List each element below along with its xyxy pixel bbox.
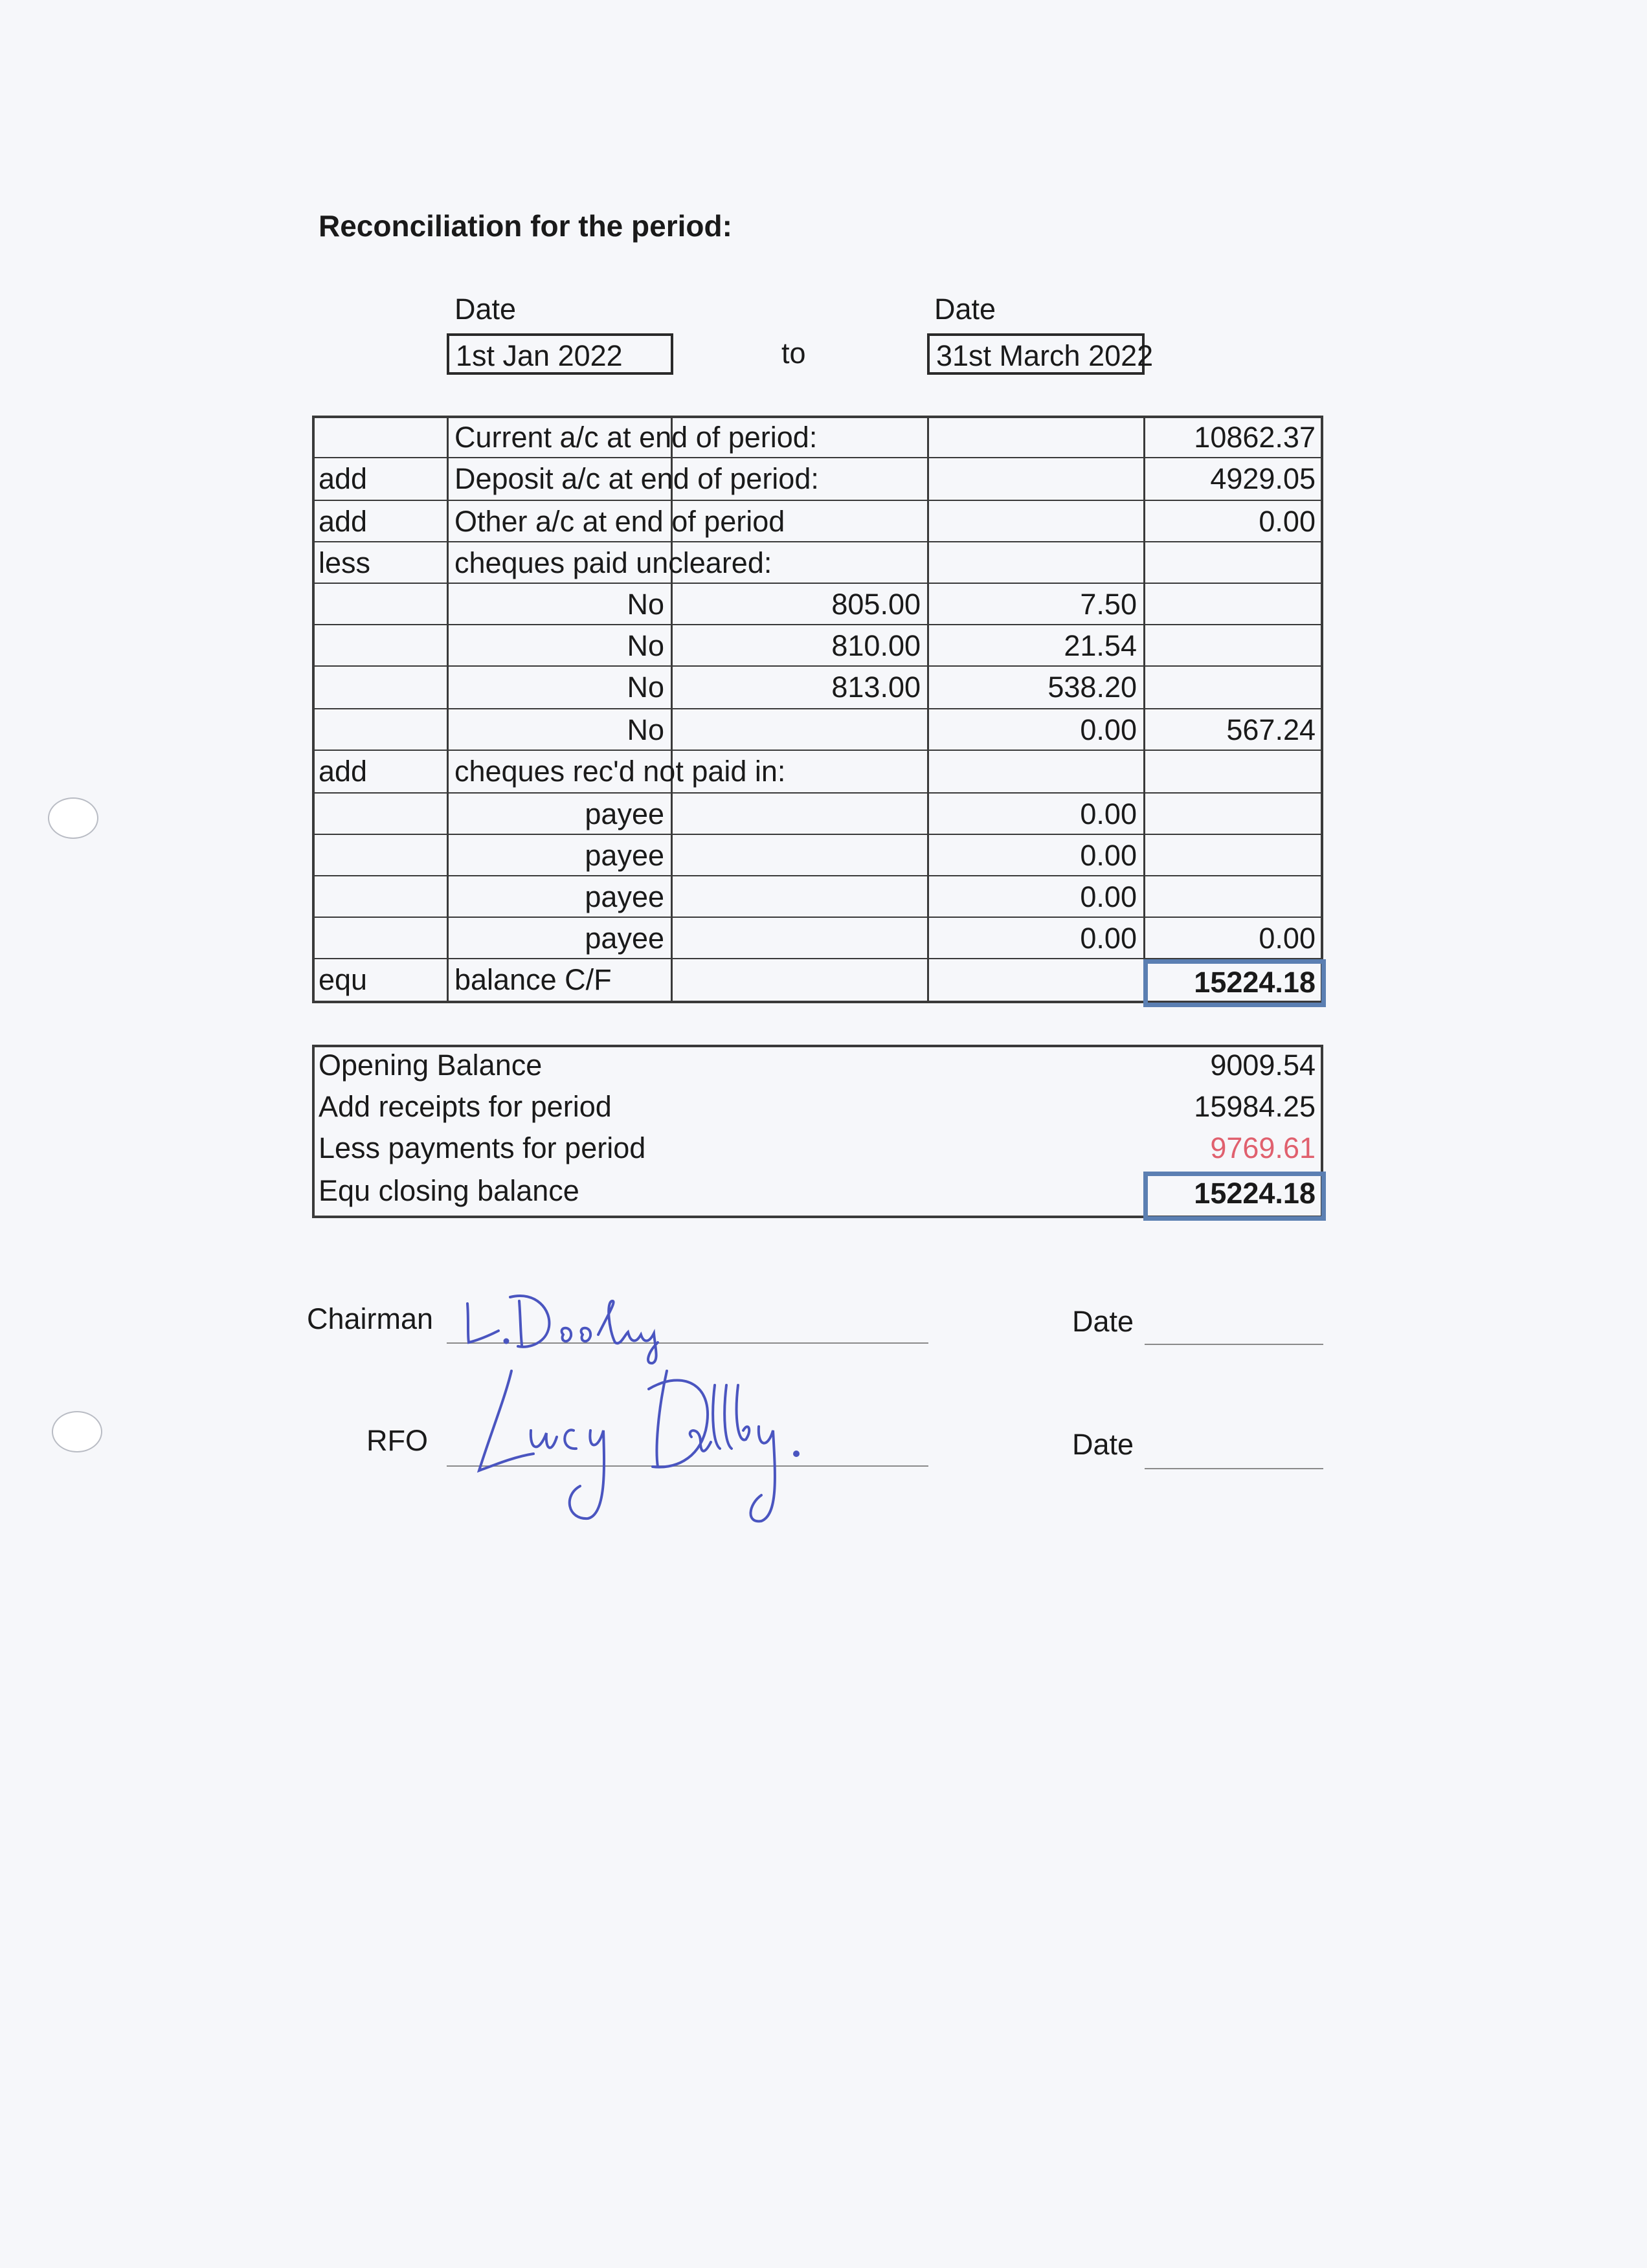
rfo-signature: [466, 1359, 829, 1553]
balance-cf-value: 15224.18: [1194, 966, 1316, 999]
chairman-signature: [453, 1275, 738, 1366]
table-rule: [312, 541, 1322, 542]
rfo-label: RFO: [366, 1424, 428, 1457]
table-rule: [312, 792, 1322, 794]
from-date-label: Date: [454, 293, 517, 326]
row-total: 567.24: [1226, 713, 1316, 746]
row-sub-label: payee: [585, 922, 664, 955]
summary-value: 9769.61: [1210, 1131, 1316, 1164]
rfo-date-line[interactable]: [1145, 1468, 1323, 1469]
summary-value: 9009.54: [1210, 1049, 1316, 1082]
to-date-label: Date: [934, 293, 996, 326]
to-word: to: [781, 337, 806, 370]
table-rule: [312, 834, 1322, 835]
row-sub-label: No: [627, 629, 664, 662]
table-rule: [312, 583, 1322, 584]
row-operator: add: [319, 462, 368, 495]
summary-label: Equ closing balance: [319, 1174, 579, 1207]
row-description: Current a/c at end of period:: [454, 421, 818, 454]
row-sub-label: No: [627, 671, 664, 704]
row-total: 4929.05: [1210, 462, 1316, 495]
summary-border-left: [312, 1045, 315, 1218]
row-total: 10862.37: [1194, 421, 1316, 454]
row-operator: add: [319, 505, 368, 538]
cheque-number: 813.00: [831, 671, 921, 704]
row-description: Other a/c at end of period: [454, 505, 785, 538]
cheque-number: 810.00: [831, 629, 921, 662]
balance-cf-highlight: [1143, 959, 1326, 1007]
row-total: 0.00: [1259, 505, 1316, 538]
row-description: cheques rec'd not paid in:: [454, 755, 786, 788]
row-sub-label: payee: [585, 797, 664, 830]
closing-balance-value: 15224.18: [1194, 1177, 1316, 1210]
rfo-signature-text: Lucy Dalby.: [466, 1359, 470, 1360]
table-column-rule: [1321, 416, 1323, 1003]
punch-hole-bottom: [52, 1411, 102, 1452]
row-sub-label: payee: [585, 839, 664, 872]
chairman-date-label: Date: [1072, 1305, 1134, 1338]
item-amount: 538.20: [1048, 671, 1137, 704]
table-rule: [312, 917, 1322, 918]
rfo-date-label: Date: [1072, 1428, 1134, 1461]
table-column-rule: [447, 416, 449, 1003]
chairman-date-line[interactable]: [1145, 1344, 1323, 1345]
row-sub-label: No: [627, 588, 664, 621]
to-date-value: 31st March 2022: [936, 339, 1154, 372]
item-amount: 21.54: [1064, 629, 1137, 662]
page-title: Reconciliation for the period:: [319, 209, 732, 243]
row-description: cheques paid uncleared:: [454, 546, 772, 579]
item-amount: 7.50: [1080, 588, 1137, 621]
table-column-rule: [927, 416, 929, 1003]
table-rule: [312, 665, 1322, 667]
table-rule: [312, 624, 1322, 625]
row-operator: equ: [319, 963, 368, 996]
table-rule: [312, 500, 1322, 501]
chairman-label: Chairman: [307, 1302, 434, 1335]
table-rule: [312, 457, 1322, 458]
row-description: Deposit a/c at end of period:: [454, 462, 819, 495]
summary-label: Add receipts for period: [319, 1090, 612, 1123]
item-amount: 0.00: [1080, 797, 1137, 830]
item-amount: 0.00: [1080, 880, 1137, 913]
chairman-signature-text: L. Dooley: [453, 1275, 456, 1276]
summary-label: Less payments for period: [319, 1131, 646, 1164]
table-column-rule: [312, 416, 315, 1003]
row-description: balance C/F: [454, 963, 612, 996]
table-rule: [312, 875, 1322, 876]
summary-border-top: [312, 1045, 1323, 1047]
row-sub-label: No: [627, 713, 664, 746]
table-rule: [312, 750, 1322, 751]
from-date-field[interactable]: [447, 333, 673, 375]
cheque-number: 805.00: [831, 588, 921, 621]
table-rule: [312, 708, 1322, 709]
row-total: 0.00: [1259, 922, 1316, 955]
item-amount: 0.00: [1080, 839, 1137, 872]
summary-label: Opening Balance: [319, 1049, 543, 1082]
closing-balance-highlight: [1143, 1172, 1326, 1221]
row-sub-label: payee: [585, 880, 664, 913]
from-date-value: 1st Jan 2022: [456, 339, 623, 372]
punch-hole-top: [48, 797, 98, 839]
row-operator: less: [319, 546, 371, 579]
item-amount: 0.00: [1080, 922, 1137, 955]
item-amount: 0.00: [1080, 713, 1137, 746]
to-date-field[interactable]: [927, 333, 1154, 375]
summary-value: 15984.25: [1194, 1090, 1316, 1123]
table-rule: [312, 416, 1322, 418]
table-column-rule: [1143, 416, 1145, 1003]
table-column-rule: [671, 416, 673, 1003]
row-operator: add: [319, 755, 368, 788]
